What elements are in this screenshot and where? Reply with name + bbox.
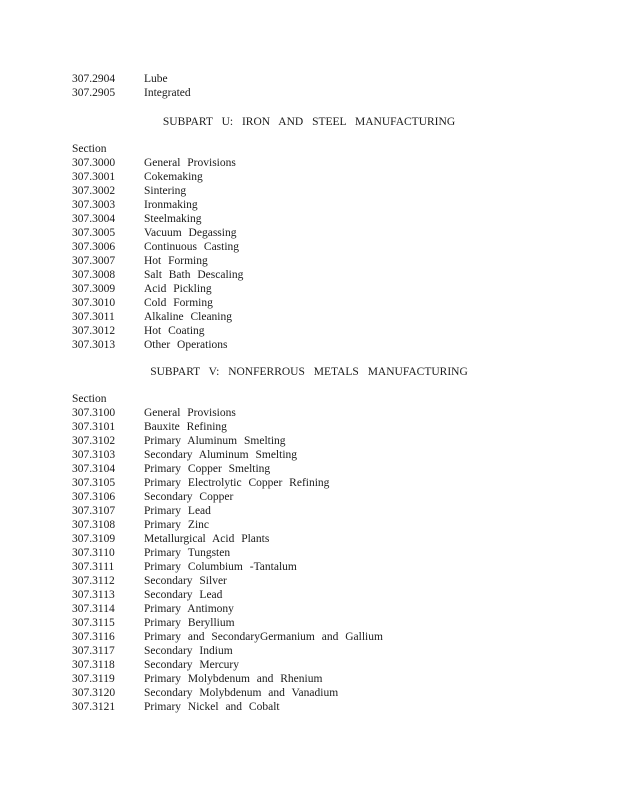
list-item — [72, 476, 552, 490]
list-item — [72, 324, 552, 338]
section-number: 307.3116 — [72, 631, 115, 643]
list-item — [72, 504, 552, 518]
section-title: Primary Tungsten — [144, 547, 231, 559]
section-title: Primary and SecondaryGermanium and Gallium — [144, 631, 383, 643]
section-title: Primary Copper Smelting — [144, 463, 271, 475]
section-number: 307.3105 — [72, 477, 116, 489]
list-item — [72, 240, 552, 254]
section-title: Metallurgical Acid Plants — [144, 533, 270, 545]
section-number: 307.3100 — [72, 407, 116, 419]
section-title: Integrated — [144, 87, 191, 99]
section-number: 307.3114 — [72, 603, 115, 615]
section-number: 307.3005 — [72, 227, 116, 239]
subpart-u-list — [72, 142, 552, 352]
section-title: Acid Pickling — [144, 283, 212, 295]
section-title: Lube — [144, 73, 168, 85]
section-number: 307.3108 — [72, 519, 116, 531]
list-item — [72, 686, 552, 700]
section-title: Other Operations — [144, 339, 228, 351]
section-title: Steelmaking — [144, 213, 202, 225]
list-item — [72, 338, 552, 352]
list-item — [72, 630, 552, 644]
section-number: 307.3104 — [72, 463, 116, 475]
section-number: 307.3006 — [72, 241, 116, 253]
list-item — [72, 602, 552, 616]
list-item — [72, 532, 552, 546]
subpart-v-list — [72, 392, 552, 714]
list-item — [72, 462, 552, 476]
section-title: Bauxite Refining — [144, 421, 227, 433]
section-number: 307.3009 — [72, 283, 116, 295]
list-item — [72, 268, 552, 282]
section-number: 307.3103 — [72, 449, 116, 461]
list-item — [72, 672, 552, 686]
list-item — [72, 700, 552, 714]
list-item — [72, 72, 552, 86]
section-title: Primary Lead — [144, 505, 211, 517]
list-item — [72, 184, 552, 198]
section-number: 307.2904 — [72, 73, 116, 85]
list-item — [72, 212, 552, 226]
section-number: 307.3002 — [72, 185, 116, 197]
list-item — [72, 198, 552, 212]
list-item — [72, 574, 552, 588]
section-title: Cokemaking — [144, 171, 203, 183]
list-item — [72, 406, 552, 420]
list-item — [72, 658, 552, 672]
section-title: Hot Coating — [144, 325, 205, 337]
section-title: Secondary Silver — [144, 575, 227, 587]
list-item — [72, 434, 552, 448]
section-number: 307.3101 — [72, 421, 116, 433]
section-title: Hot Forming — [144, 255, 208, 267]
subpart-v-heading: SUBPART V: NONFERROUS METALS MANUFACTURING — [150, 366, 468, 378]
section-title: Primary Antimony — [144, 603, 234, 615]
section-number: 307.3004 — [72, 213, 116, 225]
section-number: 307.3007 — [72, 255, 116, 267]
section-title: Ironmaking — [144, 199, 198, 211]
section-number: 307.3011 — [72, 311, 115, 323]
list-item — [72, 588, 552, 602]
section-number: 307.3121 — [72, 701, 116, 713]
section-number: 307.3102 — [72, 435, 116, 447]
list-item — [72, 282, 552, 296]
section-number: 307.3118 — [72, 659, 115, 671]
section-title: Primary Columbium -Tantalum — [144, 561, 297, 573]
list-item — [72, 448, 552, 462]
section-title: Secondary Molybdenum and Vanadium — [144, 687, 339, 699]
section-title: Sintering — [144, 185, 187, 197]
section-number: 307.3112 — [72, 575, 115, 587]
section-number: 307.3008 — [72, 269, 116, 281]
section-number: 307.3109 — [72, 533, 116, 545]
section-title: Primary Aluminum Smelting — [144, 435, 286, 447]
section-number: 307.3001 — [72, 171, 116, 183]
section-title: Primary Electrolytic Copper Refining — [144, 477, 330, 489]
section-number: 307.3013 — [72, 339, 116, 351]
list-item — [72, 86, 552, 100]
section-number: 307.3003 — [72, 199, 116, 211]
section-label: Section — [72, 143, 107, 155]
section-number: 307.3010 — [72, 297, 116, 309]
list-item — [72, 560, 552, 574]
section-number: 307.3117 — [72, 645, 115, 657]
section-number: 307.3106 — [72, 491, 116, 503]
list-item — [72, 310, 552, 324]
top-entries — [72, 72, 552, 100]
section-label: Section — [72, 393, 107, 405]
list-item — [72, 296, 552, 310]
section-title: Primary Molybdenum and Rhenium — [144, 673, 323, 685]
section-title: Secondary Lead — [144, 589, 223, 601]
section-title: Primary Nickel and Cobalt — [144, 701, 280, 713]
list-item — [72, 546, 552, 560]
list-item — [72, 490, 552, 504]
section-title: General Provisions — [144, 407, 236, 419]
section-number: 307.2905 — [72, 87, 116, 99]
section-number: 307.3119 — [72, 673, 115, 685]
section-number: 307.3120 — [72, 687, 116, 699]
section-title: General Provisions — [144, 157, 236, 169]
list-item — [72, 226, 552, 240]
list-item — [72, 156, 552, 170]
section-title: Continuous Casting — [144, 241, 240, 253]
list-item — [72, 518, 552, 532]
section-title: Secondary Aluminum Smelting — [144, 449, 298, 461]
section-title: Secondary Copper — [144, 491, 234, 503]
section-title: Alkaline Cleaning — [144, 311, 232, 323]
section-number: 307.3111 — [72, 561, 115, 573]
section-title: Vacuum Degassing — [144, 227, 237, 239]
list-item — [72, 420, 552, 434]
list-item — [72, 616, 552, 630]
list-item — [72, 644, 552, 658]
section-title: Secondary Indium — [144, 645, 233, 657]
section-title: Primary Zinc — [144, 519, 209, 531]
section-number: 307.3115 — [72, 617, 115, 629]
list-item — [72, 170, 552, 184]
section-number: 307.3107 — [72, 505, 116, 517]
section-number: 307.3113 — [72, 589, 115, 601]
section-title: Cold Forming — [144, 297, 213, 309]
section-number: 307.3110 — [72, 547, 115, 559]
section-title: Secondary Mercury — [144, 659, 240, 671]
section-number: 307.3000 — [72, 157, 116, 169]
section-title: Salt Bath Descaling — [144, 269, 244, 281]
section-number: 307.3012 — [72, 325, 116, 337]
section-title: Primary Beryllium — [144, 617, 235, 629]
list-item — [72, 254, 552, 268]
subpart-u-heading: SUBPART U: IRON AND STEEL MANUFACTURING — [162, 116, 456, 128]
